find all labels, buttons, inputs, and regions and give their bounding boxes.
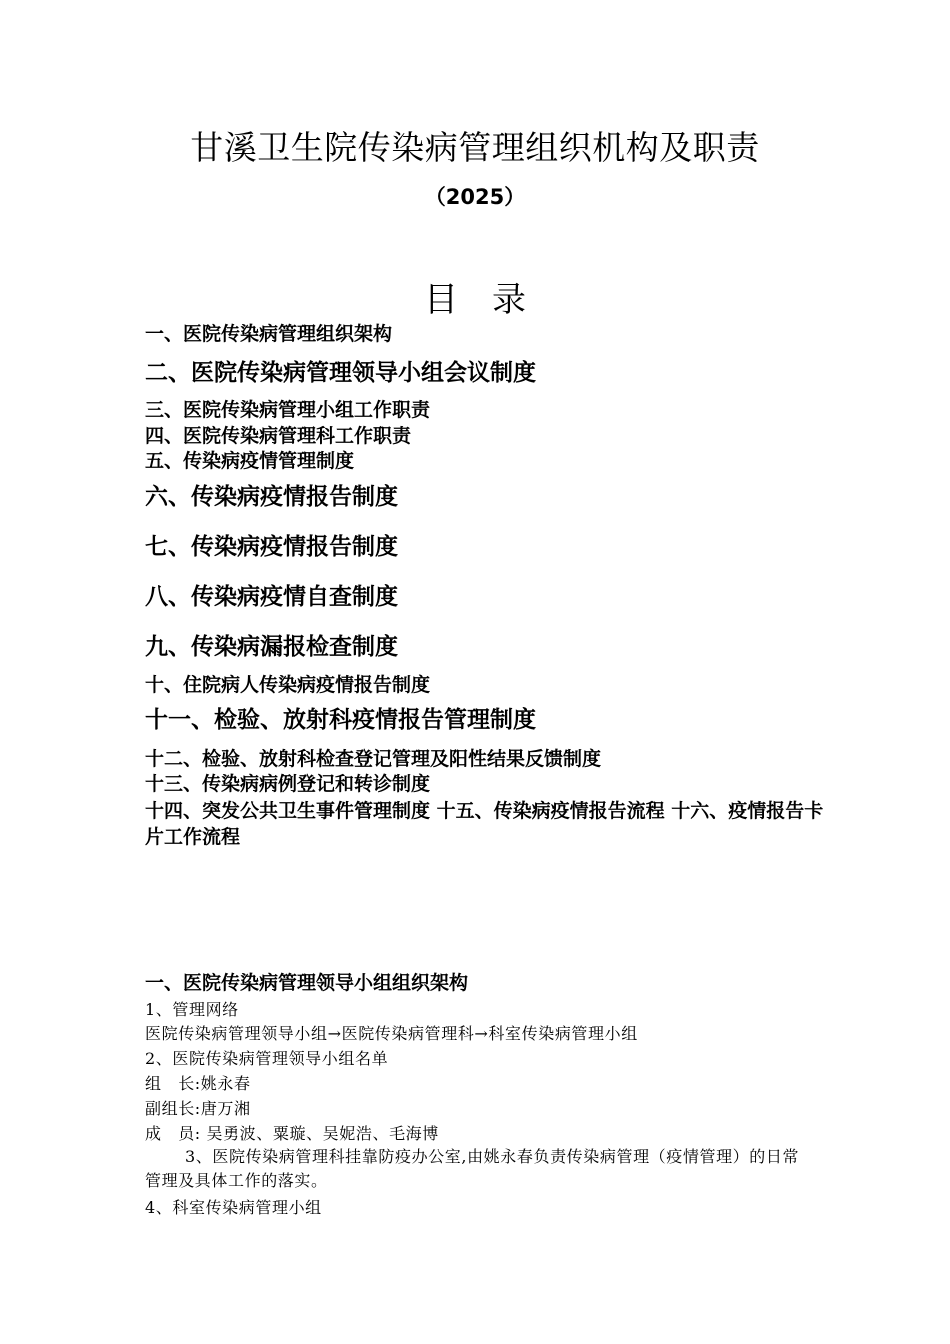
toc-item: 八、传染病疫情自查制度	[145, 584, 398, 610]
office-paragraph: 3、医院传染病管理科挂靠防疫办公室,由姚永春负责传染病管理（疫情管理）的日常管理及具体工作的落实。	[145, 1147, 800, 1190]
network-label: 1、管理网络	[145, 1000, 239, 1019]
document-title: 甘溪卫生院传染病管理组织机构及职责	[190, 128, 760, 167]
toc-item: 一、医院传染病管理组织架构	[145, 323, 393, 345]
document-year: （2025）	[424, 185, 526, 209]
toc-item: 十一、检验、放射科疫情报告管理制度	[145, 707, 536, 733]
toc-item: 十二、检验、放射科检查登记管理及阳性结果反馈制度	[145, 748, 602, 770]
toc-item: 五、传染病疫情管理制度	[145, 450, 355, 472]
toc-item: 十三、传染病病例登记和转诊制度	[145, 773, 431, 795]
group-members: 成 员: 吴勇波、粟璇、吴妮浩、毛海博	[145, 1124, 439, 1143]
section-heading: 一、医院传染病管理领导小组组织架构	[145, 972, 469, 994]
toc-item: 四、医院传染病管理科工作职责	[145, 425, 412, 447]
toc-item: 九、传染病漏报检查制度	[145, 634, 398, 660]
toc-item: 七、传染病疫情报告制度	[145, 534, 398, 560]
toc-item: 三、医院传染病管理小组工作职责	[145, 399, 431, 421]
roster-label: 2、医院传染病管理领导小组名单	[145, 1049, 389, 1068]
group-leader: 组 长:姚永春	[145, 1074, 251, 1093]
dept-group-label: 4、科室传染病管理小组	[145, 1198, 322, 1217]
toc-heading: 目 录	[424, 280, 526, 320]
toc-item: 十四、突发公共卫生事件管理制度 十五、传染病疫情报告流程 十六、疫情报告卡片工作流程	[145, 800, 824, 848]
deputy-leader: 副组长:唐万湘	[145, 1099, 251, 1118]
toc-item: 六、传染病疫情报告制度	[145, 484, 398, 510]
toc-item: 十、住院病人传染病疫情报告制度	[145, 674, 431, 696]
toc-item: 二、医院传染病管理领导小组会议制度	[145, 360, 536, 386]
network-chain: 医院传染病管理领导小组→医院传染病管理科→科室传染病管理小组	[145, 1024, 638, 1043]
